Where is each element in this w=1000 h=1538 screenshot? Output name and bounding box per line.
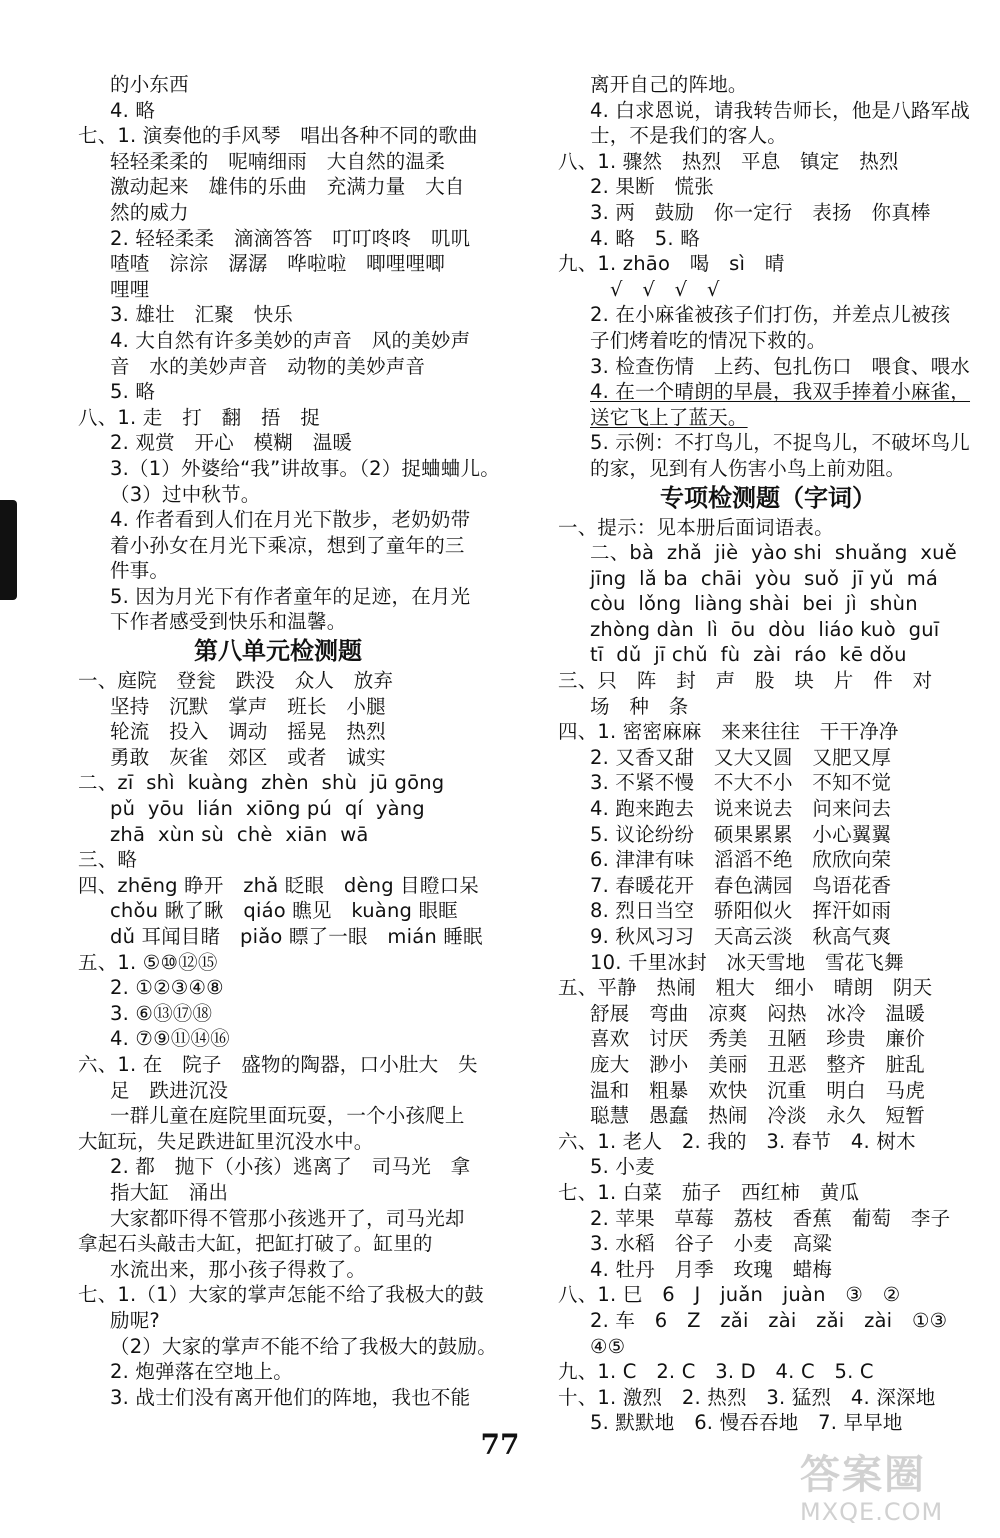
answer-line: 三、略	[78, 848, 138, 872]
answer-line: 场 种 条	[590, 694, 689, 718]
answer-line: 4. 作者看到人们在月光下散步，老奶奶带	[110, 508, 471, 532]
answer-line: 六、1. 在 院子 盛物的陶器，口小肚大 失	[78, 1052, 478, 1076]
answer-line: 大家都吓得不管那小孩逃开了，司马光却	[110, 1206, 465, 1230]
answer-line: 庞大 渺小 美丽 丑恶 整齐 脏乱	[590, 1052, 925, 1076]
answer-line: zhā xùn sù chè xiān wā	[110, 822, 369, 846]
page-number: 77	[480, 1428, 520, 1461]
answer-line: 7. 春暖花开 春色满园 鸟语花香	[590, 873, 892, 897]
answer-line: 的小东西	[110, 73, 189, 96]
watermark-logo-text: 答案圈	[800, 1452, 926, 1498]
answer-line: 喜欢 讨厌 秀美 丑陋 珍贵 廉价	[590, 1027, 925, 1051]
answer-line: 激动起来 雄伟的乐曲 充满力量 大自	[110, 175, 465, 199]
answer-line: tī dǔ jī chǔ fù zài ráo kē dǒu	[590, 643, 907, 667]
answer-line: 3. 雄壮 汇聚 快乐	[110, 303, 294, 327]
answer-line: 九、1. zhāo 喝 sì 晴	[558, 252, 785, 276]
answer-line: 喳喳 淙淙 潺潺 哗啦啦 唧哩哩唧	[110, 252, 445, 276]
answer-line: 4. ⑦⑨⑪⑭⑯	[110, 1027, 230, 1051]
answer-line: （2）大家的掌声不能不给了我极大的鼓励。	[110, 1334, 497, 1358]
answer-line: 一、庭院 登瓮 跌没 众人 放弃	[78, 669, 394, 693]
answer-line: 4. 略	[110, 98, 156, 122]
answer-line: ④⑤	[590, 1334, 626, 1358]
answer-line: 励呢?	[110, 1308, 160, 1332]
answer-line: 大缸玩，失足跌进缸里沉没水中。	[78, 1129, 374, 1153]
answer-line: 3. 战士们没有离开他们的阵地，我也不能	[110, 1385, 471, 1409]
answer-line: 离开自己的阵地。	[590, 73, 748, 96]
answer-line: 2. ①②③④⑧	[110, 976, 224, 1000]
answer-line: 八、1. 骤然 热烈 平息 镇定 热烈	[558, 149, 899, 173]
answer-line: 2. 观赏 开心 模糊 温暖	[110, 431, 353, 455]
right-column	[558, 72, 978, 1436]
answer-line: 八、1. 巳 6 J juǎn juàn ③ ②	[558, 1283, 901, 1307]
answer-line: pǔ yōu lián xiōng pú qí yàng	[110, 797, 425, 821]
answer-line: 一、提示：见本册后面词语表。	[558, 515, 834, 539]
answer-line: 3. ⑥⑬⑰⑱	[110, 1001, 213, 1025]
answer-line: 拿起石头敲击大缸，把缸打破了。缸里的	[78, 1232, 433, 1256]
answer-line: 温和 粗暴 欢快 沉重 明白 马虎	[590, 1078, 925, 1102]
answer-line: 三、只 阵 封 声 股 块 片 件 对	[558, 669, 933, 693]
answer-line: 2. 车 6 Z zǎi zài zǎi zài ①③	[590, 1308, 948, 1332]
answer-line: 2. 炮弹落在空地上。	[110, 1360, 294, 1384]
answer-line: jīng lǎ ba chāi yòu suǒ jī yǔ má	[590, 566, 939, 590]
answer-line: 然的威力	[110, 200, 189, 224]
answer-line: 七、1.（1）大家的掌声怎能不给了我极大的鼓	[78, 1283, 484, 1307]
answer-line: 四、1. 密密麻麻 来来往往 干干净净	[558, 720, 899, 744]
answer-line: 子们烤着吃的情况下救的。	[590, 328, 827, 352]
answer-line: √ √ √ √	[610, 277, 720, 301]
answer-line: 九、1. C 2. C 3. D 4. C 5. C	[558, 1360, 874, 1384]
answer-line: 七、1. 演奏他的手风琴 唱出各种不同的歌曲	[78, 124, 478, 148]
answer-line: 4. 跑来跑去 说来说去 问来问去	[590, 797, 892, 821]
answer-line: 3. 两 鼓励 你一定行 表扬 你真棒	[590, 200, 931, 224]
answer-line: 2. 都 抛下（小孩）逃离了 司马光 拿	[110, 1155, 471, 1179]
answer-line: 的家，见到有人伤害小鸟上前劝阻。	[590, 456, 906, 480]
answer-line: 2. 果断 慌张	[590, 175, 714, 199]
answer-line: 舒展 弯曲 凉爽 闷热 冰冷 温暖	[590, 1001, 925, 1025]
answer-line: 2. 苹果 草莓 荔枝 香蕉 葡萄 李子	[590, 1206, 951, 1230]
answer-line: 4. 在一个晴朗的早晨，我双手捧着小麻雀，	[590, 380, 971, 404]
answer-line: 6. 津津有味 滔滔不绝 欣欣向荣	[590, 848, 892, 872]
answer-line: 4. 牡丹 月季 玫瑰 蜡梅	[590, 1257, 833, 1281]
answer-line: 送它飞上了蓝天。	[590, 405, 748, 429]
answer-line: 4. 大自然有许多美妙的声音 风的美妙声	[110, 328, 471, 352]
watermark-url: MXQE.COM	[800, 1498, 944, 1526]
answer-line: 4. 略 5. 略	[590, 226, 700, 250]
answer-line: 聪慧 愚蠢 热闹 冷淡 永久 短暂	[590, 1104, 925, 1128]
answer-line: dǔ 耳闻目睹 piǎo 瞟了一眼 mián 睡眠	[110, 925, 483, 948]
answer-line: 着小孙女在月光下乘凉，想到了童年的三	[110, 533, 465, 557]
answer-line: 四、zhēng 睁开 zhǎ 眨眼 dèng 目瞪口呆	[78, 873, 479, 897]
answer-line: 足 跌进沉没	[110, 1078, 229, 1102]
answer-line: 5. 略	[110, 380, 156, 404]
answer-line: （3）过中秋节。	[110, 482, 261, 506]
answer-line: 轻轻柔柔的 呢喃细雨 大自然的温柔	[110, 149, 445, 173]
answer-line: 五、1. ⑤⑩⑫⑮	[78, 950, 218, 974]
answer-line: 8. 烈日当空 骄阳似火 挥汗如雨	[590, 899, 892, 923]
answer-line: 5. 因为月光下有作者童年的足迹，在月光	[110, 584, 471, 608]
answer-line: 一群儿童在庭院里面玩耍，一个小孩爬上	[110, 1104, 465, 1128]
answer-line: 件事。	[110, 559, 170, 583]
answer-line: 哩哩	[110, 277, 150, 301]
answer-line: 八、1. 走 打 翻 捂 捉	[78, 405, 321, 429]
answer-line: 坚持 沉默 掌声 班长 小腿	[110, 694, 386, 718]
answer-line: 二、zī shì kuàng zhèn shù jū gōng	[78, 771, 445, 795]
answer-line: còu lǒng liàng shài bei jì shùn	[590, 592, 918, 616]
answer-line: 3.（1）外婆给“我”讲故事。（2）捉蛐蛐儿。	[110, 456, 500, 480]
answer-line: 水流出来，那小孩子得救了。	[110, 1257, 367, 1281]
answer-line: 2. 轻轻柔柔 滴滴答答 叮叮咚咚 叽叽	[110, 226, 471, 250]
section-title: 专项检测题（字词）	[660, 483, 876, 512]
answer-line: 5. 默默地 6. 慢吞吞地 7. 早早地	[590, 1411, 903, 1435]
answer-line: 3. 不紧不慢 不大不小 不知不觉	[590, 771, 892, 795]
watermark-logo	[800, 1452, 990, 1532]
answer-line: zhòng dàn lì ōu dòu liáo kuò guī	[590, 617, 940, 641]
answer-line: 轮流 投入 调动 摇晃 热烈	[110, 720, 386, 744]
answer-line: 2. 在小麻雀被孩子们打伤，并差点儿被孩	[590, 303, 951, 327]
answer-line: 五、平静 热闹 粗大 细小 晴朗 阴天	[558, 976, 933, 1000]
answer-line: 5. 小麦	[590, 1155, 655, 1179]
answer-line: 3. 检查伤情 上药、包扎伤口 喂食、喂水	[590, 354, 971, 378]
answer-line: 下作者感受到快乐和温馨。	[110, 610, 347, 634]
left-column	[78, 72, 500, 1410]
answer-line: 二、bà zhǎ jiè yào shi shuǎng xuě	[590, 541, 957, 565]
answer-line: 2. 又香又甜 又大又圆 又肥又厚	[590, 745, 892, 769]
answer-line: 七、1. 白菜 茄子 西红柿 黄瓜	[558, 1180, 860, 1204]
answer-line: 勇敢 灰雀 郊区 或者 诚实	[110, 745, 386, 769]
answer-line: 3. 水稻 谷子 小麦 高粱	[590, 1232, 833, 1256]
answer-line: chǒu 瞅了瞅 qiáo 瞧见 kuàng 眼眶	[110, 899, 458, 923]
answer-line: 十、1. 激烈 2. 热烈 3. 猛烈 4. 深深地	[558, 1385, 936, 1409]
answer-line: 士，不是我们的客人。	[590, 124, 788, 148]
answer-line: 六、1. 老人 2. 我的 3. 春节 4. 树木	[558, 1129, 916, 1153]
answer-line: 指大缸 涌出	[110, 1180, 229, 1204]
section-title: 第八单元检测题	[194, 637, 362, 666]
answer-line: 4. 白求恩说，请我转告师长，他是八路军战	[590, 98, 971, 122]
answer-line: 5. 示例：不打鸟儿，不捉鸟儿，不破坏鸟儿	[590, 431, 971, 455]
answer-line: 10. 千里冰封 冰天雪地 雪花飞舞	[590, 950, 904, 974]
answer-line: 5. 议论纷纷 硕果累累 小心翼翼	[590, 822, 892, 846]
answer-line: 音 水的美妙声音 动物的美妙声音	[110, 354, 426, 378]
answer-line: 9. 秋风习习 天高云淡 秋高气爽	[590, 925, 892, 948]
binding-mark	[0, 500, 17, 600]
